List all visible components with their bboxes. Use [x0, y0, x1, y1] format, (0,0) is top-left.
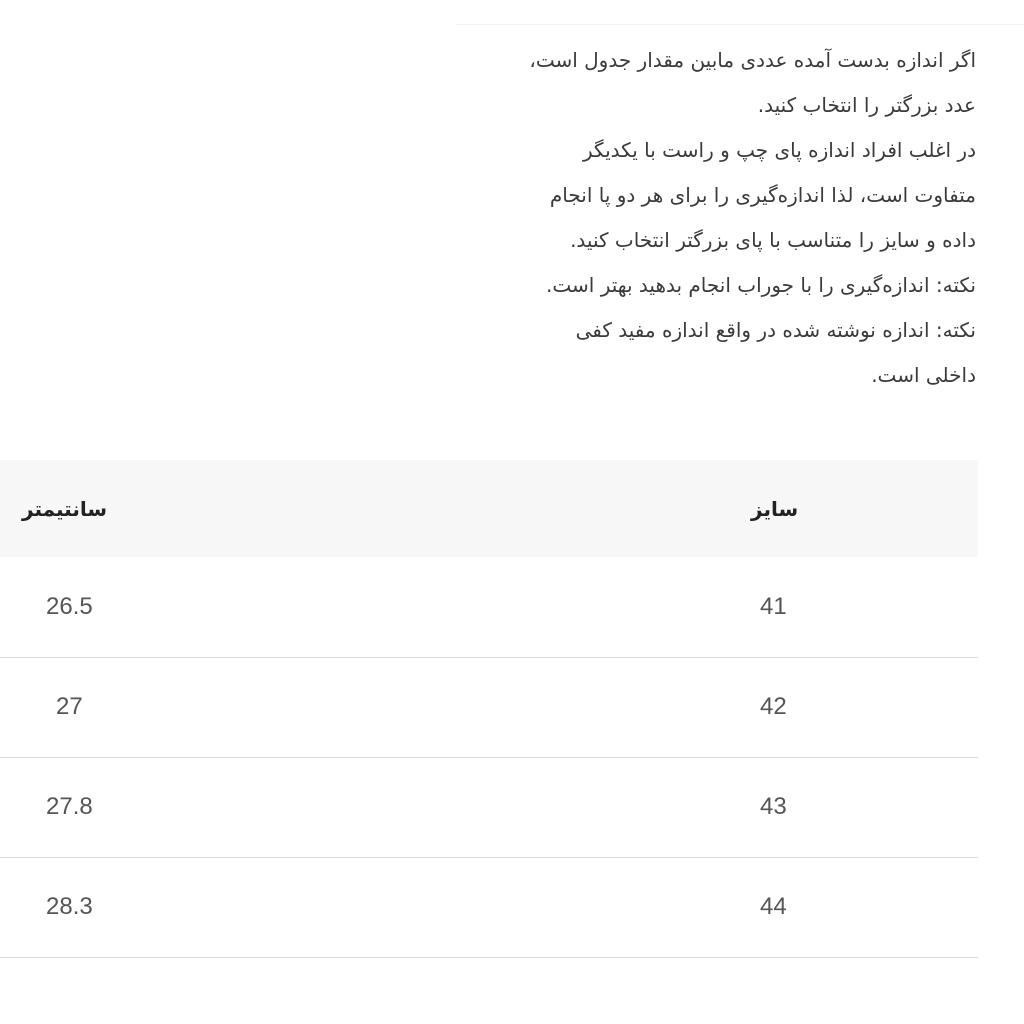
cell-size: 41	[760, 592, 787, 620]
table-row	[0, 557, 978, 657]
size-table	[0, 460, 978, 958]
table-row	[0, 857, 978, 957]
note-line: متفاوت است، لذا اندازه‌گیری را برای هر دو پا انجام	[549, 183, 976, 207]
note-line: نکته: اندازه نوشته شده در واقع اندازه مفید کفی	[575, 318, 976, 342]
cell-centimeter: 26.5	[46, 592, 93, 620]
cell-centimeter: 28.3	[46, 893, 93, 920]
size-guide-notes	[376, 38, 976, 398]
cell-size: 44	[760, 893, 787, 920]
table-header-row	[0, 460, 978, 557]
cell-centimeter: 27.8	[46, 793, 93, 820]
header-centimeter: سانتیمتر	[22, 496, 108, 521]
note-line: اگر اندازه بدست آمده عددی مابین مقدار جدول است،	[529, 48, 976, 72]
note-line: در اغلب افراد اندازه پای چپ و راست با یکدیگر	[583, 138, 976, 162]
table-row	[0, 657, 978, 757]
cell-size: 42	[760, 693, 787, 720]
note-line: داخلی است.	[871, 363, 976, 387]
cell-centimeter: 27	[56, 693, 83, 720]
note-line: عدد بزرگتر را انتخاب کنید.	[757, 93, 976, 117]
table-row	[0, 757, 978, 857]
header-size: سایز	[751, 496, 799, 521]
note-line: داده و سایز را متناسب با پای بزرگتر انتخاب کنید.	[570, 228, 976, 252]
note-line: نکته: اندازه‌گیری را با جوراب انجام بدهید بهتر است.	[546, 273, 976, 297]
top-divider	[455, 0, 1024, 25]
cell-size: 43	[760, 793, 787, 820]
